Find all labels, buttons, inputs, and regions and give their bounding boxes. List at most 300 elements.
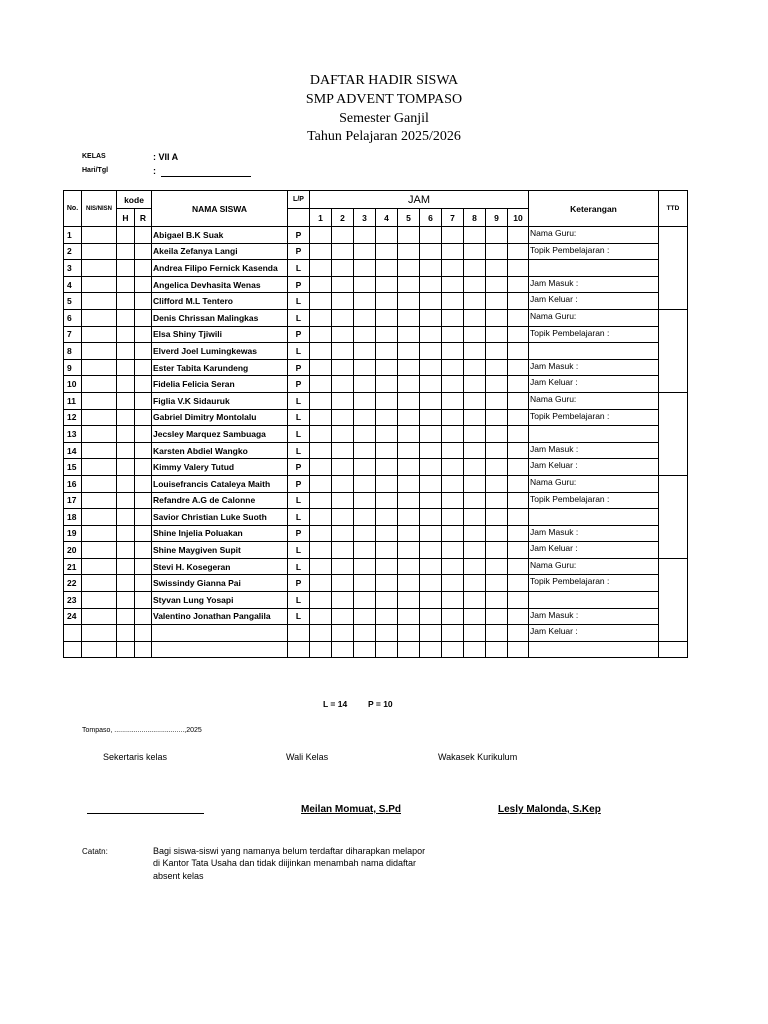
jam-cell <box>420 243 442 260</box>
jam-cell <box>354 326 376 343</box>
jam-cell <box>420 276 442 293</box>
nis-cell <box>82 426 117 443</box>
nis-cell <box>82 625 117 642</box>
jam-cell <box>332 392 354 409</box>
lp-sub <box>288 209 310 227</box>
jam-cell <box>464 575 486 592</box>
jam-cell <box>486 625 508 642</box>
jam-cell <box>442 426 464 443</box>
kode-h-cell <box>117 227 135 244</box>
jam-cell <box>332 326 354 343</box>
kelas-label: KELAS <box>82 153 106 160</box>
jam-cell <box>332 475 354 492</box>
jam-cell <box>398 309 420 326</box>
kode-h-cell <box>117 492 135 509</box>
jam-cell <box>310 459 332 476</box>
jam-cell <box>464 625 486 642</box>
jam-cell <box>376 409 398 426</box>
table-row <box>64 509 688 526</box>
kode-r-cell <box>135 641 152 658</box>
kode-r-cell <box>135 309 152 326</box>
jam-cell <box>508 293 529 310</box>
jam-cell <box>486 260 508 277</box>
jam-cell <box>486 309 508 326</box>
jam-cell <box>464 492 486 509</box>
jam-cell <box>486 243 508 260</box>
col-nama: NAMA SISWA <box>152 191 288 227</box>
jam-cell <box>398 641 420 658</box>
place-date: Tompaso, ....................................,2025 <box>82 727 202 734</box>
row-number: 10 <box>64 376 82 393</box>
jam-cell <box>376 625 398 642</box>
jam-cell <box>398 392 420 409</box>
table-row <box>64 359 688 376</box>
jam-cell <box>398 608 420 625</box>
nis-cell <box>82 243 117 260</box>
gender-cell <box>288 641 310 658</box>
kode-h-cell <box>117 260 135 277</box>
kode-h-cell <box>117 293 135 310</box>
jam-cell <box>420 260 442 277</box>
jam-cell <box>376 426 398 443</box>
jam-cell <box>420 525 442 542</box>
kode-h-cell <box>117 442 135 459</box>
jam-cell <box>376 525 398 542</box>
jam-cell <box>420 592 442 609</box>
jam-number: 7 <box>442 209 464 227</box>
table-row <box>64 243 688 260</box>
jam-cell <box>420 608 442 625</box>
kode-h-cell <box>117 575 135 592</box>
gender-cell: P <box>288 326 310 343</box>
table-row <box>64 392 688 409</box>
jam-cell <box>376 359 398 376</box>
gender-cell: L <box>288 592 310 609</box>
jam-cell <box>508 459 529 476</box>
gender-cell: L <box>288 542 310 559</box>
jam-cell <box>420 343 442 360</box>
jam-cell <box>442 542 464 559</box>
row-number: 9 <box>64 359 82 376</box>
jam-cell <box>420 542 442 559</box>
nis-cell <box>82 442 117 459</box>
jam-cell <box>354 227 376 244</box>
jam-cell <box>420 509 442 526</box>
kode-h-cell <box>117 276 135 293</box>
nis-cell <box>82 608 117 625</box>
col-h: H <box>117 209 135 227</box>
jam-cell <box>310 475 332 492</box>
table-row <box>64 592 688 609</box>
jam-cell <box>376 509 398 526</box>
row-number: 3 <box>64 260 82 277</box>
jam-cell <box>464 442 486 459</box>
row-number <box>64 625 82 642</box>
jam-cell <box>464 392 486 409</box>
nis-cell <box>82 359 117 376</box>
jam-cell <box>310 359 332 376</box>
nis-cell <box>82 525 117 542</box>
jam-cell <box>310 575 332 592</box>
kode-r-cell <box>135 625 152 642</box>
gender-cell: L <box>288 343 310 360</box>
jam-cell <box>398 592 420 609</box>
jam-cell <box>398 542 420 559</box>
jam-cell <box>398 442 420 459</box>
jam-number: 5 <box>398 209 420 227</box>
jam-cell <box>442 243 464 260</box>
nis-cell <box>82 392 117 409</box>
jam-cell <box>332 525 354 542</box>
ttd-cell <box>659 227 688 310</box>
row-number: 23 <box>64 592 82 609</box>
jam-cell <box>376 475 398 492</box>
col-keterangan: Keterangan <box>529 191 659 227</box>
row-number: 18 <box>64 509 82 526</box>
jam-cell <box>310 608 332 625</box>
jam-cell <box>486 459 508 476</box>
gender-cell: P <box>288 575 310 592</box>
row-number: 8 <box>64 343 82 360</box>
jam-cell <box>310 293 332 310</box>
jam-cell <box>398 276 420 293</box>
kode-r-cell <box>135 260 152 277</box>
jam-cell <box>376 376 398 393</box>
jam-cell <box>464 309 486 326</box>
kode-r-cell <box>135 293 152 310</box>
jam-cell <box>332 641 354 658</box>
catatan-line-1: Bagi siswa-siswi yang namanya belum terdaftar diharapkan melapor <box>153 846 426 856</box>
jam-cell <box>354 525 376 542</box>
jam-cell <box>310 260 332 277</box>
jam-cell <box>354 625 376 642</box>
jam-cell <box>354 558 376 575</box>
jam-cell <box>420 475 442 492</box>
keterangan-cell: Jam Keluar : <box>529 459 659 476</box>
jam-cell <box>354 293 376 310</box>
jam-cell <box>354 309 376 326</box>
table-row <box>64 459 688 476</box>
jam-cell <box>310 309 332 326</box>
jam-cell <box>486 509 508 526</box>
table-row <box>64 376 688 393</box>
jam-cell <box>442 392 464 409</box>
attendance-table <box>63 190 688 658</box>
table-row <box>64 442 688 459</box>
gender-cell: P <box>288 376 310 393</box>
nis-cell <box>82 326 117 343</box>
row-number: 14 <box>64 442 82 459</box>
jam-cell <box>442 409 464 426</box>
gender-cell: L <box>288 426 310 443</box>
kode-h-cell <box>117 376 135 393</box>
jam-cell <box>376 260 398 277</box>
kode-r-cell <box>135 442 152 459</box>
jam-cell <box>354 608 376 625</box>
student-name: Kimmy Valery Tutud <box>152 459 288 476</box>
jam-cell <box>508 625 529 642</box>
gender-cell: P <box>288 459 310 476</box>
jam-cell <box>486 592 508 609</box>
jam-cell <box>486 442 508 459</box>
jam-cell <box>442 475 464 492</box>
table-row <box>64 475 688 492</box>
table-row <box>64 309 688 326</box>
jam-cell <box>420 409 442 426</box>
nis-cell <box>82 542 117 559</box>
row-number: 11 <box>64 392 82 409</box>
keterangan-cell: Jam Keluar : <box>529 293 659 310</box>
jam-cell <box>486 542 508 559</box>
jam-cell <box>442 359 464 376</box>
jam-cell <box>310 376 332 393</box>
jam-cell <box>332 376 354 393</box>
jam-number: 10 <box>508 209 529 227</box>
row-number: 13 <box>64 426 82 443</box>
gender-cell: L <box>288 293 310 310</box>
student-name <box>152 625 288 642</box>
kode-r-cell <box>135 575 152 592</box>
kode-h-cell <box>117 641 135 658</box>
nis-cell <box>82 558 117 575</box>
row-number: 22 <box>64 575 82 592</box>
keterangan-cell: Jam Keluar : <box>529 625 659 642</box>
jam-cell <box>332 575 354 592</box>
keterangan-cell: Jam Keluar : <box>529 542 659 559</box>
student-name: Valentino Jonathan Pangalila <box>152 608 288 625</box>
jam-cell <box>508 509 529 526</box>
row-number: 5 <box>64 293 82 310</box>
jam-cell <box>486 409 508 426</box>
jam-cell <box>376 392 398 409</box>
nis-cell <box>82 641 117 658</box>
keterangan-cell <box>529 260 659 277</box>
student-name: Savior Christian Luke Suoth <box>152 509 288 526</box>
nis-cell <box>82 376 117 393</box>
col-no: No. <box>64 191 82 227</box>
jam-cell <box>310 542 332 559</box>
jam-cell <box>376 293 398 310</box>
jam-cell <box>508 227 529 244</box>
jam-cell <box>398 293 420 310</box>
jam-cell <box>508 542 529 559</box>
jam-cell <box>508 326 529 343</box>
kode-r-cell <box>135 409 152 426</box>
col-ttd: TTD <box>659 191 688 227</box>
catatan-line-3: absent kelas <box>153 871 204 881</box>
keterangan-cell: Nama Guru: <box>529 558 659 575</box>
jam-cell <box>420 575 442 592</box>
jam-cell <box>420 558 442 575</box>
jam-cell <box>464 409 486 426</box>
jam-cell <box>442 343 464 360</box>
kode-h-cell <box>117 392 135 409</box>
jam-cell <box>464 343 486 360</box>
jam-cell <box>486 376 508 393</box>
kode-h-cell <box>117 243 135 260</box>
jam-cell <box>376 276 398 293</box>
table-row <box>64 326 688 343</box>
gender-cell: P <box>288 475 310 492</box>
kode-r-cell <box>135 492 152 509</box>
jam-cell <box>486 227 508 244</box>
kode-r-cell <box>135 475 152 492</box>
jam-cell <box>420 426 442 443</box>
student-name: Stevi H. Kosegeran <box>152 558 288 575</box>
jam-cell <box>310 243 332 260</box>
row-number: 21 <box>64 558 82 575</box>
jam-cell <box>398 575 420 592</box>
jam-cell <box>442 326 464 343</box>
col-nis: NIS/NISN <box>82 191 117 227</box>
jam-cell <box>332 492 354 509</box>
jam-cell <box>398 475 420 492</box>
keterangan-cell: Nama Guru: <box>529 392 659 409</box>
gender-cell: L <box>288 409 310 426</box>
jam-cell <box>508 575 529 592</box>
jam-cell <box>376 592 398 609</box>
jam-cell <box>486 359 508 376</box>
jam-cell <box>332 260 354 277</box>
jam-cell <box>464 592 486 609</box>
nis-cell <box>82 343 117 360</box>
gender-cell: P <box>288 227 310 244</box>
kode-r-cell <box>135 243 152 260</box>
kode-r-cell <box>135 343 152 360</box>
kode-r-cell <box>135 558 152 575</box>
school-name: SMP ADVENT TOMPASO <box>305 92 463 107</box>
jam-cell <box>508 243 529 260</box>
doc-title: DAFTAR HADIR SISWA <box>309 73 459 88</box>
nis-cell <box>82 409 117 426</box>
jam-cell <box>442 592 464 609</box>
jam-cell <box>464 359 486 376</box>
jam-cell <box>508 359 529 376</box>
jam-cell <box>464 641 486 658</box>
keterangan-cell: Nama Guru: <box>529 475 659 492</box>
table-row <box>64 492 688 509</box>
jam-cell <box>442 227 464 244</box>
jam-cell <box>376 641 398 658</box>
jam-cell <box>398 409 420 426</box>
jam-cell <box>508 426 529 443</box>
kode-r-cell <box>135 592 152 609</box>
kode-r-cell <box>135 326 152 343</box>
gender-cell: L <box>288 608 310 625</box>
jam-cell <box>508 492 529 509</box>
jam-cell <box>486 326 508 343</box>
gender-cell: L <box>288 260 310 277</box>
jam-cell <box>310 509 332 526</box>
table-row <box>64 293 688 310</box>
hari-line <box>161 176 251 177</box>
jam-cell <box>310 276 332 293</box>
jam-cell <box>398 525 420 542</box>
kode-h-cell <box>117 343 135 360</box>
jam-cell <box>310 392 332 409</box>
jam-cell <box>332 243 354 260</box>
kode-h-cell <box>117 558 135 575</box>
keterangan-cell: Nama Guru: <box>529 227 659 244</box>
jam-cell <box>354 641 376 658</box>
gender-cell: L <box>288 558 310 575</box>
jam-cell <box>376 309 398 326</box>
jam-cell <box>332 542 354 559</box>
jam-cell <box>310 426 332 443</box>
student-name: Elsa Shiny Tjiwili <box>152 326 288 343</box>
jam-cell <box>486 492 508 509</box>
nis-cell <box>82 492 117 509</box>
jam-cell <box>398 243 420 260</box>
row-number: 6 <box>64 309 82 326</box>
jam-number: 6 <box>420 209 442 227</box>
kode-r-cell <box>135 426 152 443</box>
kode-h-cell <box>117 459 135 476</box>
jam-cell <box>508 525 529 542</box>
gender-cell: P <box>288 359 310 376</box>
jam-cell <box>376 459 398 476</box>
sekretaris-signature-line <box>87 813 204 814</box>
jam-cell <box>464 227 486 244</box>
keterangan-cell: Jam Masuk : <box>529 359 659 376</box>
kode-r-cell <box>135 376 152 393</box>
jam-cell <box>442 309 464 326</box>
table-row <box>64 575 688 592</box>
wakasek-label: Wakasek Kurikulum <box>438 752 518 762</box>
jam-cell <box>310 442 332 459</box>
kode-h-cell <box>117 542 135 559</box>
jam-cell <box>354 475 376 492</box>
row-number: 1 <box>64 227 82 244</box>
jam-cell <box>442 525 464 542</box>
jam-cell <box>376 542 398 559</box>
kode-r-cell <box>135 276 152 293</box>
jam-cell <box>310 592 332 609</box>
keterangan-cell: Jam Masuk : <box>529 442 659 459</box>
keterangan-cell <box>529 509 659 526</box>
jam-cell <box>420 392 442 409</box>
kode-h-cell <box>117 509 135 526</box>
jam-cell <box>420 459 442 476</box>
nis-cell <box>82 575 117 592</box>
student-name <box>152 641 288 658</box>
jam-cell <box>442 641 464 658</box>
wali-label: Wali Kelas <box>286 752 329 762</box>
keterangan-cell: Jam Masuk : <box>529 276 659 293</box>
nis-cell <box>82 592 117 609</box>
kode-r-cell <box>135 227 152 244</box>
kode-r-cell <box>135 525 152 542</box>
table-row <box>64 608 688 625</box>
jam-cell <box>354 492 376 509</box>
gender-cell: P <box>288 243 310 260</box>
col-kode: kode <box>117 191 152 209</box>
keterangan-cell <box>529 592 659 609</box>
jam-cell <box>508 276 529 293</box>
nis-cell <box>82 260 117 277</box>
jam-cell <box>310 492 332 509</box>
student-name: Fidelia Felicia Seran <box>152 376 288 393</box>
jam-cell <box>310 558 332 575</box>
jam-cell <box>486 392 508 409</box>
jam-cell <box>354 459 376 476</box>
jam-cell <box>310 525 332 542</box>
jam-cell <box>398 459 420 476</box>
jam-cell <box>442 376 464 393</box>
catatan-line-2: di Kantor Tata Usaha dan tidak diijinkan menambah nama didaftar <box>153 858 416 868</box>
jam-cell <box>332 426 354 443</box>
kode-h-cell <box>117 409 135 426</box>
